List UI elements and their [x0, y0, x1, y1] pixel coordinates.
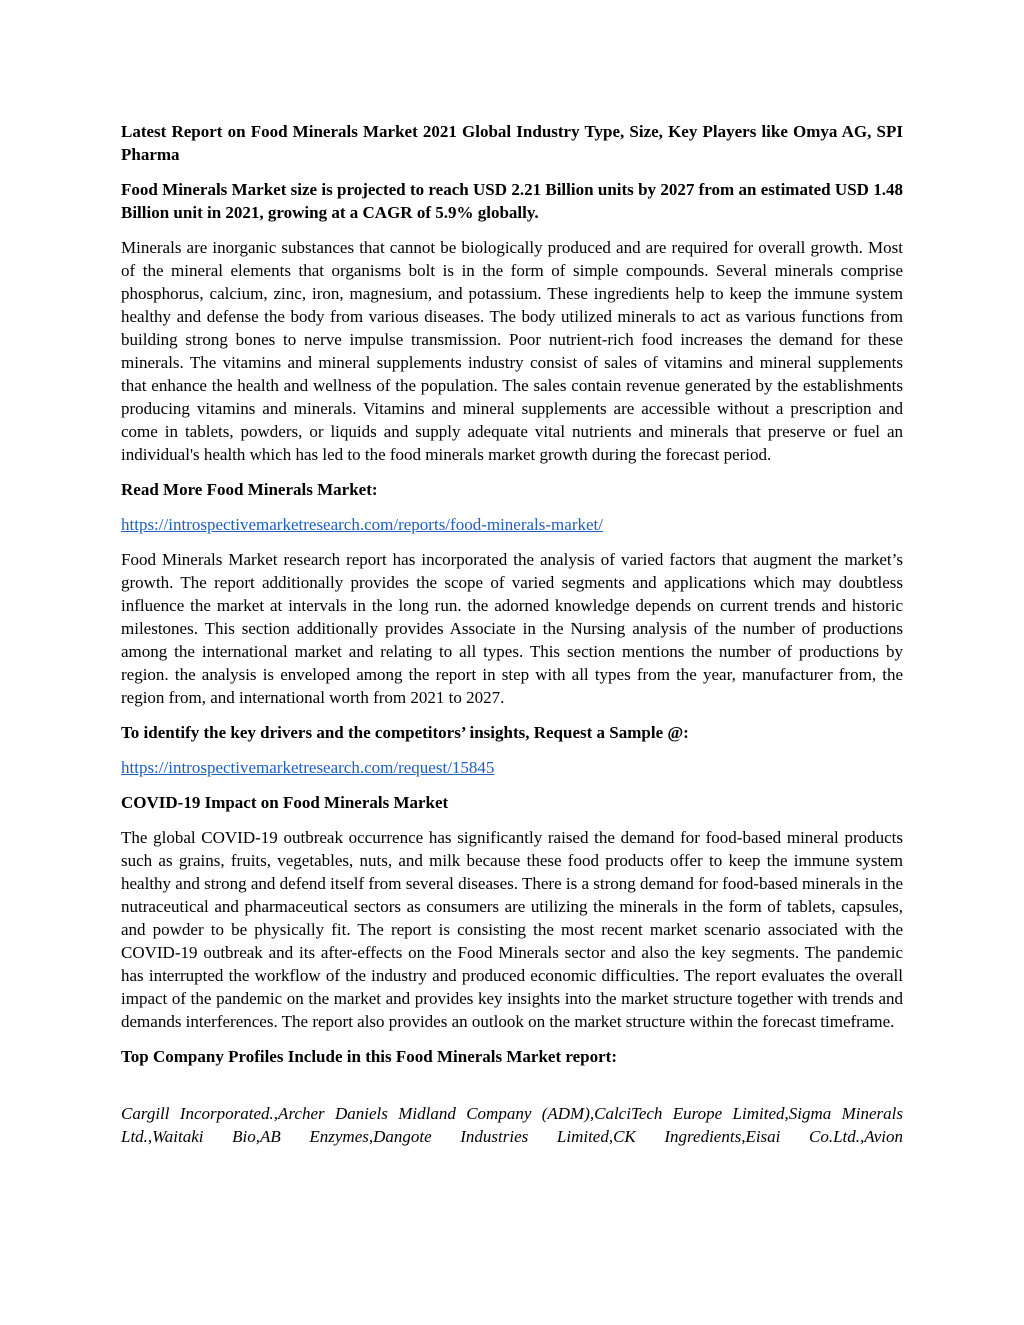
document-subtitle: Food Minerals Market size is projected to reach USD 2.21 Billion units by 2027 from an estimated USD 1.48 Billion unit in 2021, growing at a CAGR of 5.9% globally.	[121, 180, 903, 222]
read-more-heading: Read More Food Minerals Market:	[121, 480, 378, 499]
document-page	[121, 120, 903, 1148]
covid-paragraph: The global COVID-19 outbreak occurrence has significantly raised the demand for food-based mineral products such as grains, fruits, vegetables, nuts, and milk because these food products offer to keep the immune system healthy and strong and defend itself from several diseases. There is a strong demand for food-based minerals in the nutraceutical and pharmaceutical sectors as consumers are utilizing the minerals in the form of tablets, capsules, and powder to be physically fit. The report is consisting the most recent market scenario associated with the COVID-19 outbreak and its after-effects on the Food Minerals sector and also the key segments. The pandemic has interrupted the workflow of the industry and produced economic difficulties. The report evaluates the overall impact of the pandemic on the market and provides key insights into the market structure together with trends and demands interferences. The report also provides an outlook on the market structure within the forecast timeframe.	[121, 828, 903, 1031]
document-title: Latest Report on Food Minerals Market 2021 Global Industry Type, Size, Key Players like Omya AG, SPI Pharma	[121, 122, 903, 164]
covid-heading: COVID-19 Impact on Food Minerals Market	[121, 793, 449, 812]
sample-heading: To identify the key drivers and the competitors’ insights, Request a Sample @:	[121, 723, 689, 742]
research-paragraph: Food Minerals Market research report has incorporated the analysis of varied factors that augment the market’s growth. The report additionally provides the scope of varied segments and applications which may doubtless influence the market at intervals in the long run. the adorned knowledge depends on current trends and historic milestones. This section additionally provides Associate in the Nursing analysis of the number of productions among the international market and relating to all types. This section mentions the number of productions by region. the analysis is enveloped among the report in step with all types from the year, manufacturer from, the region from, and international worth from 2021 to 2027.	[121, 550, 903, 707]
read-more-link[interactable]: https://introspectivemarketresearch.com/reports/food-minerals-market/	[121, 515, 603, 534]
companies-list: Cargill Incorporated.,Archer Daniels Midland Company (ADM),CalciTech Europe Limited,Sigma Minerals Ltd.,Waitaki Bio,AB Enzymes,Dangote Industries Limited,CK Ingredients,Eisai Co.Ltd.,Avion	[121, 1104, 903, 1146]
sample-request-link[interactable]: https://introspectivemarketresearch.com/request/15845	[121, 758, 495, 777]
companies-heading: Top Company Profiles Include in this Food Minerals Market report:	[121, 1047, 617, 1066]
intro-paragraph: Minerals are inorganic substances that cannot be biologically produced and are required for overall growth. Most of the mineral elements that organisms bolt is in the form of simple compounds. Several minerals comprise phosphorus, calcium, zinc, iron, magnesium, and potassium. These ingredients help to keep the immune system healthy and defense the body from various diseases. The body utilized minerals to act as various functions from building strong bones to nerve impulse transmission. Poor nutrient-rich food increases the demand for these minerals. The vitamins and mineral supplements industry consist of sales of vitamins and mineral supplements that enhance the health and wellness of the population. The sales contain revenue generated by the establishments producing vitamins and minerals. Vitamins and mineral supplements are accessible without a prescription and come in tablets, powders, or liquids and supply adequate vital nutrients and minerals that preserve or fuel an individual's health which has led to the food minerals market growth during the forecast period.	[121, 238, 903, 464]
